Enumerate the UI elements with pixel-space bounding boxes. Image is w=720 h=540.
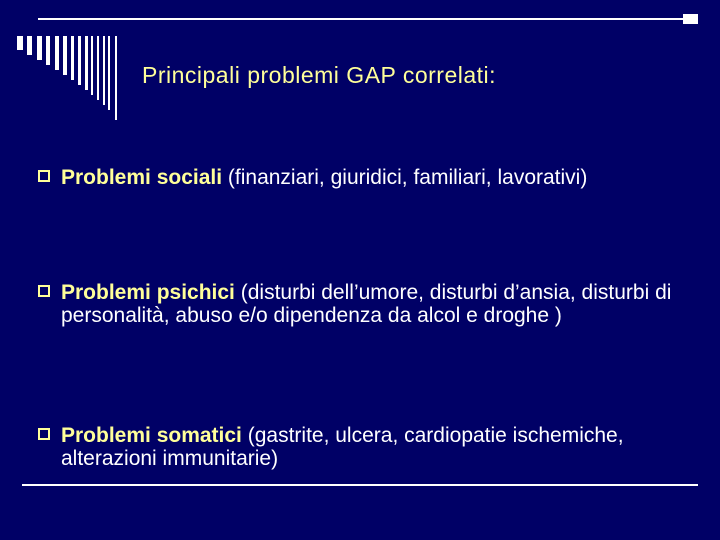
decorative-bar bbox=[108, 36, 110, 110]
square-bullet-icon bbox=[38, 170, 50, 182]
decorative-bar bbox=[78, 36, 81, 85]
bullet-text bbox=[61, 166, 678, 189]
square-bullet-icon bbox=[38, 428, 50, 440]
slide-title: Principali problemi GAP correlati: bbox=[142, 62, 497, 88]
bottom-divider-line bbox=[22, 484, 698, 486]
bullet-description: (finanziari, giuridici, familiari, lavorativi) bbox=[222, 166, 588, 189]
decorative-bar bbox=[85, 36, 88, 90]
title-frame-line bbox=[115, 36, 117, 120]
bullet-item-social bbox=[38, 166, 678, 189]
bullet-item-psychic bbox=[38, 281, 678, 327]
bullet-description: (disturbi dell’umore, disturbi d’ansia, disturbi di personalità, abuso e/o dipendenza da alcol e droghe ) bbox=[61, 281, 672, 327]
bullet-term: Problemi somatici bbox=[61, 424, 242, 447]
bullet-text bbox=[61, 281, 678, 327]
decorative-bar bbox=[103, 36, 105, 105]
decorative-bar bbox=[37, 36, 42, 60]
top-corner-square bbox=[683, 14, 698, 24]
square-bullet-icon bbox=[38, 285, 50, 297]
bullet-item-somatic bbox=[38, 424, 678, 470]
bullet-term: Problemi sociali bbox=[61, 166, 223, 189]
decorative-bar bbox=[91, 36, 93, 95]
decorative-bar bbox=[63, 36, 67, 75]
decorative-bar bbox=[17, 36, 23, 50]
top-divider-line bbox=[38, 18, 698, 20]
decorative-bar bbox=[27, 36, 32, 55]
decorative-bar bbox=[71, 36, 74, 80]
bullet-text bbox=[61, 424, 678, 470]
bullet-term: Problemi psichici bbox=[61, 281, 235, 304]
bullet-description: (gastrite, ulcera, cardiopatie ischemiche, alterazioni immunitarie) bbox=[61, 424, 624, 470]
decorative-bar bbox=[97, 36, 99, 100]
decorative-bar bbox=[46, 36, 50, 65]
decorative-bar bbox=[55, 36, 59, 70]
